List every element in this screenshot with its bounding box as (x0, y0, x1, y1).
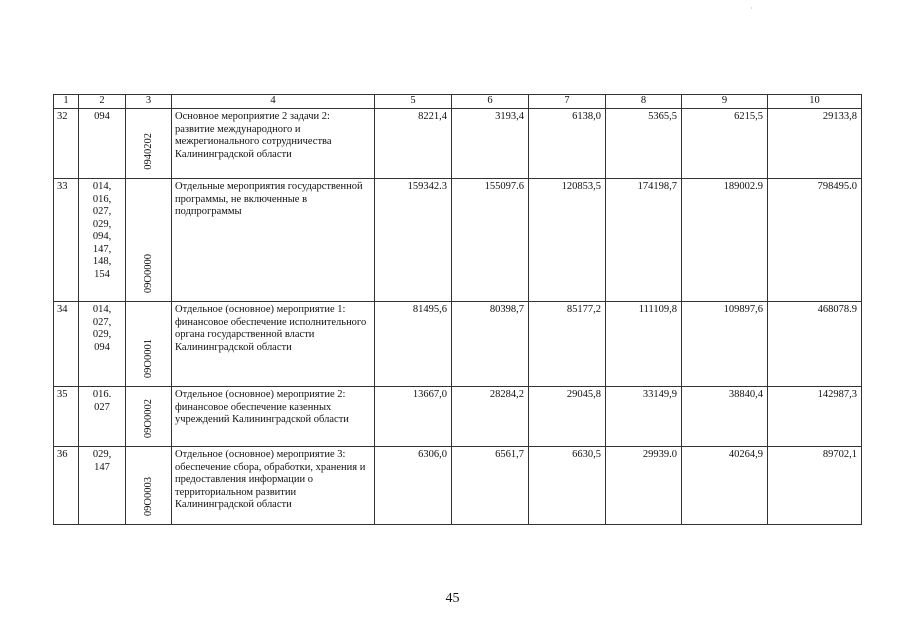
table-row (54, 387, 862, 447)
value-col-7: 120853,5 (529, 179, 606, 302)
budget-table-container (53, 94, 861, 525)
budget-code-text: 094 (94, 111, 110, 122)
budget-code (79, 179, 126, 302)
value-col-10: 468078.9 (768, 302, 862, 387)
value-col-7: 6138,0 (529, 109, 606, 179)
value-col-10: 142987,3 (768, 387, 862, 447)
value-col-6: 28284,2 (452, 387, 529, 447)
row-number: 32 (54, 109, 79, 179)
value-col-8: 174198,7 (606, 179, 682, 302)
value-col-10: 89702,1 (768, 447, 862, 525)
table-row (54, 302, 862, 387)
value-col-8: 111109,8 (606, 302, 682, 387)
budget-code-text: 014, 027, 029, 094 (92, 304, 112, 353)
program-code-cell (126, 447, 172, 525)
activity-description: Отдельное (основное) мероприятие 1: финансовое обеспечение исполнительного органа государственной власти Калининградской области (172, 302, 375, 387)
table-header-row (54, 95, 862, 109)
budget-code-text: 029, 147 (92, 449, 112, 473)
value-col-6: 6561,7 (452, 447, 529, 525)
value-col-10: 798495.0 (768, 179, 862, 302)
value-col-5: 159342.3 (375, 179, 452, 302)
scan-mark: · (750, 4, 753, 13)
value-col-9: 109897,6 (682, 302, 768, 387)
program-code: 09О0000 (142, 253, 154, 293)
value-col-8: 29939.0 (606, 447, 682, 525)
column-header: 3 (126, 95, 172, 109)
column-header: 4 (172, 95, 375, 109)
activity-description: Отдельное (основное) мероприятие 3: обеспечение сбора, обработки, хранения и предоставления информации о территориальном развитии Калининградской области (172, 447, 375, 525)
program-code: 09О0002 (142, 398, 154, 438)
program-code: 0940202 (142, 133, 154, 170)
value-col-9: 38840,4 (682, 387, 768, 447)
column-header: 6 (452, 95, 529, 109)
table-row (54, 109, 862, 179)
row-number: 33 (54, 179, 79, 302)
table-row (54, 447, 862, 525)
value-col-6: 155097.6 (452, 179, 529, 302)
activity-description: Отдельное (основное) мероприятие 2: финансовое обеспечение казенных учреждений Калининградской области (172, 387, 375, 447)
value-col-5: 6306,0 (375, 447, 452, 525)
value-col-6: 80398,7 (452, 302, 529, 387)
activity-description: Основное мероприятие 2 задачи 2: развитие международного и межрегионального сотрудничества Калининградской области (172, 109, 375, 179)
row-number: 35 (54, 387, 79, 447)
budget-code (79, 109, 126, 179)
program-code: 09О0003 (142, 476, 154, 516)
column-header: 7 (529, 95, 606, 109)
budget-code-text: 014, 016, 027, 029, 094, 147, 148, 154 (92, 181, 112, 280)
program-code-cell (126, 302, 172, 387)
budget-code (79, 387, 126, 447)
program-code-cell (126, 109, 172, 179)
budget-code (79, 302, 126, 387)
budget-code-text: 016. 027 (92, 389, 112, 413)
value-col-5: 81495,6 (375, 302, 452, 387)
column-header: 2 (79, 95, 126, 109)
column-header: 10 (768, 95, 862, 109)
program-code-cell (126, 387, 172, 447)
program-code-cell (126, 179, 172, 302)
budget-table (53, 94, 862, 525)
value-col-9: 189002.9 (682, 179, 768, 302)
value-col-10: 29133,8 (768, 109, 862, 179)
value-col-8: 5365,5 (606, 109, 682, 179)
value-col-8: 33149,9 (606, 387, 682, 447)
row-number: 36 (54, 447, 79, 525)
column-header: 8 (606, 95, 682, 109)
value-col-7: 29045,8 (529, 387, 606, 447)
row-number: 34 (54, 302, 79, 387)
value-col-9: 40264,9 (682, 447, 768, 525)
value-col-7: 6630,5 (529, 447, 606, 525)
value-col-5: 13667,0 (375, 387, 452, 447)
value-col-7: 85177,2 (529, 302, 606, 387)
page-number: 45 (445, 591, 460, 606)
column-header: 5 (375, 95, 452, 109)
column-header: 1 (54, 95, 79, 109)
program-code: 09О0001 (142, 338, 154, 378)
column-header: 9 (682, 95, 768, 109)
value-col-5: 8221,4 (375, 109, 452, 179)
value-col-9: 6215,5 (682, 109, 768, 179)
value-col-6: 3193,4 (452, 109, 529, 179)
budget-code (79, 447, 126, 525)
activity-description: Отдельные мероприятия государственной программы, не включенные в подпрограммы (172, 179, 375, 302)
table-row (54, 179, 862, 302)
